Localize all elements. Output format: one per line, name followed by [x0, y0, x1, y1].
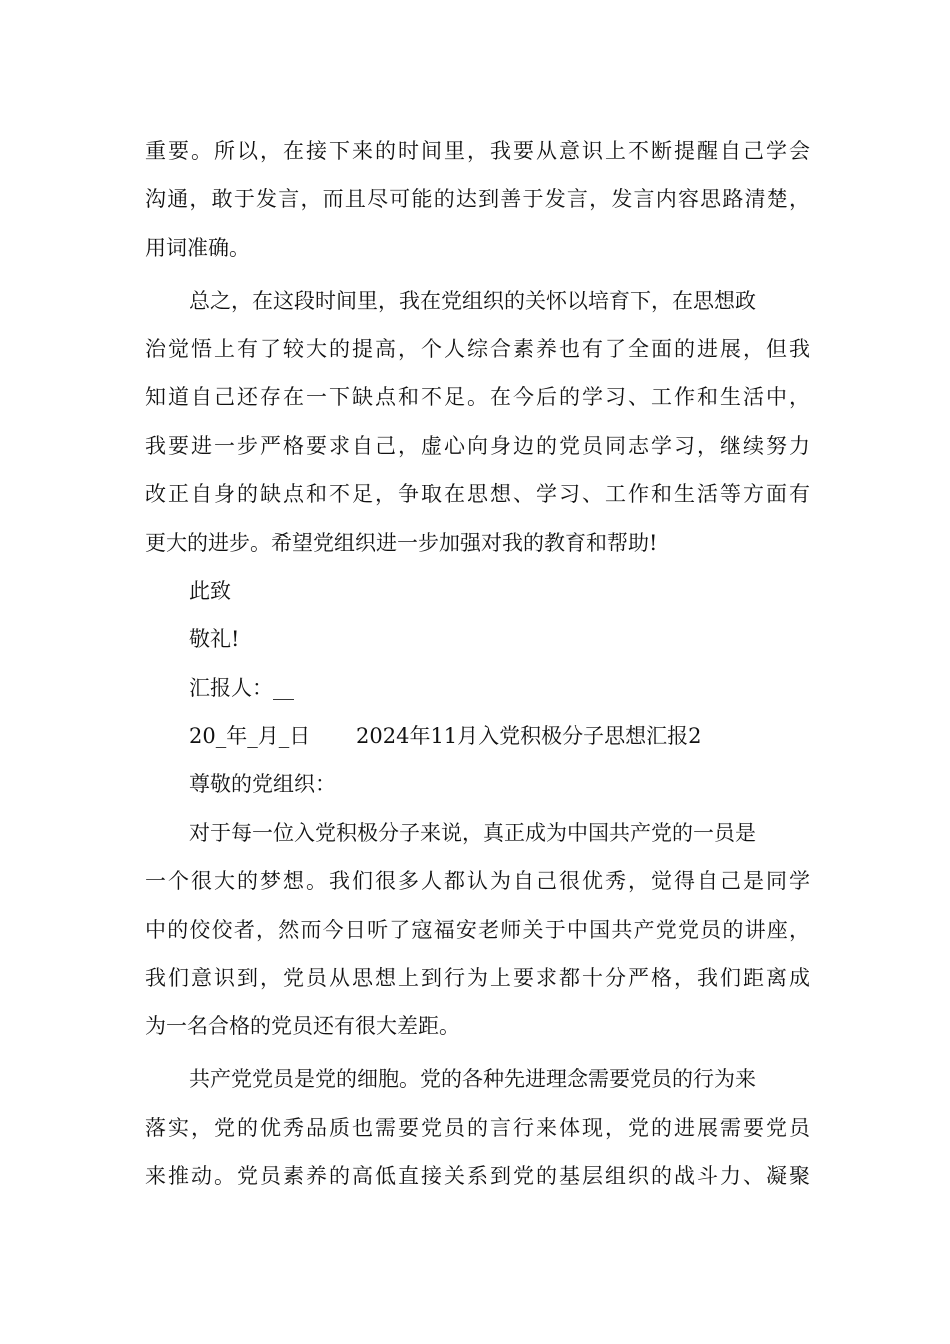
paragraph-line: 总之，在这段时间里，我在党组织的关怀以培育下，在思想政	[189, 288, 756, 313]
paragraph-4	[145, 1055, 810, 1200]
paragraph-line: 来推动。党员素养的高低直接关系到党的基层组织的战斗力、凝聚	[145, 1163, 810, 1188]
next-report-title: 2024年11月入党积极分子思想汇报2	[356, 724, 702, 749]
respect-line: 敬礼!	[189, 627, 240, 652]
report-date: 20_年_月_日	[189, 724, 311, 749]
date-and-title-row	[145, 712, 810, 760]
paragraph-3	[145, 809, 810, 1051]
paragraph-line: 我要进一步严格要求自己，虚心向身边的党员同志学习，继续努力	[145, 433, 810, 458]
document-content	[145, 127, 810, 1200]
paragraph-line: 我们意识到，党员从思想上到行为上要求都十分严格，我们距离成	[145, 966, 810, 991]
salutation: 此致	[189, 578, 231, 603]
paragraph-line: 中的佼佼者，然而今日听了寇福安老师关于中国共产党党员的讲座，	[145, 917, 810, 942]
paragraph-line: 知道自己还存在一下缺点和不足。在今后的学习、工作和生活中，	[145, 385, 810, 410]
paragraph-1	[145, 127, 810, 272]
paragraph-line: 重要。所以，在接下来的时间里，我要从意识上不断提醒自己学会	[145, 139, 810, 163]
paragraph-line: 一个很大的梦想。我们很多人都认为自己很优秀，觉得自己是同学	[145, 869, 810, 894]
paragraph-line: 为一名合格的党员还有很大差距。	[145, 1014, 460, 1039]
paragraph-line: 共产党党员是党的细胞。党的各种先进理念需要党员的行为来	[189, 1067, 756, 1092]
paragraph-line: 沟通，敢于发言，而且尽可能的达到善于发言，发言内容思路清楚，	[145, 187, 810, 212]
paragraph-line: 治觉悟上有了较大的提高，个人综合素养也有了全面的进展，但我	[145, 336, 810, 361]
greeting: 尊敬的党组织：	[189, 772, 336, 797]
reporter-line: 汇报人：__	[189, 675, 294, 700]
paragraph-line: 更大的进步。希望党组织进一步加强对我的教育和帮助!	[145, 530, 658, 555]
paragraph-line: 用词准确。	[145, 235, 250, 260]
paragraph-2	[145, 277, 810, 567]
paragraph-line: 改正自身的缺点和不足，争取在思想、学习、工作和生活等方面有	[145, 482, 810, 507]
paragraph-line: 落实，党的优秀品质也需要党员的言行来体现，党的进展需要党员	[145, 1115, 810, 1140]
paragraph-line: 对于每一位入党积极分子来说，真正成为中国共产党的一员是	[189, 820, 756, 845]
